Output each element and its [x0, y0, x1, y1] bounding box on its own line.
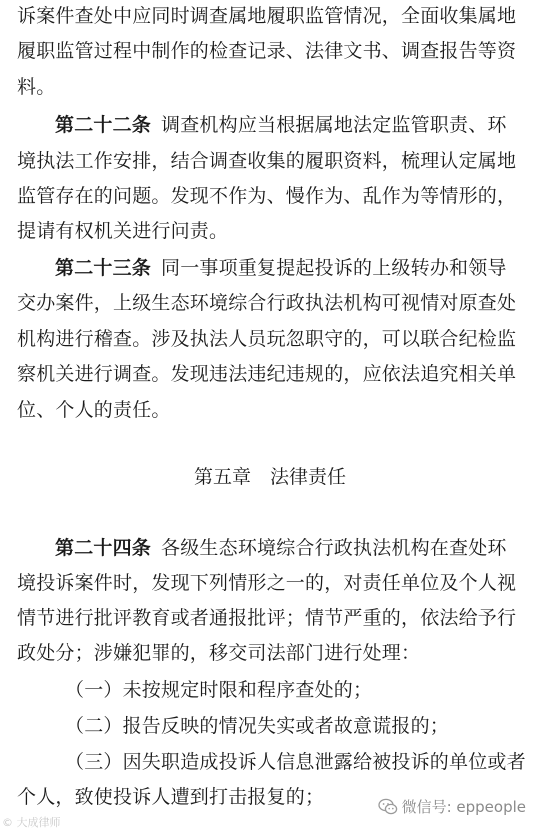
list-item: （二）报告反映的情况失实或者故意谎报的； — [65, 715, 450, 737]
text-line: 履职监管过程中制作的检查记录、法律文书、调查报告等资 — [17, 40, 517, 62]
text-line: 政处分；涉嫌犯罪的，移交司法部门进行处理： — [17, 642, 421, 664]
text-line: 机构进行稽查。涉及执法人员玩忽职守的，可以联合纪检监 — [17, 328, 517, 350]
article-number: 第二十三条 — [55, 257, 152, 279]
text-line: 个人，致使投诉人遭到打击报复的； — [17, 786, 325, 808]
list-item: （一）未按规定时限和程序查处的； — [65, 679, 373, 701]
watermark-text: 微信号: eppeople — [401, 798, 526, 816]
text-line: 提请有权机关进行问责。 — [17, 220, 229, 242]
article-24-first-line — [55, 535, 540, 561]
text-line: 同一事项重复提起投诉的上级转办和领导 — [161, 257, 507, 279]
text-line: 料。 — [17, 76, 56, 98]
article-23-first-line — [55, 255, 540, 281]
text-line: 察机关进行调查。发现违法违纪违规的，应依法追究相关单 — [17, 363, 517, 385]
list-item: （三）因失职造成投诉人信息泄露给被投诉的单位或者 — [65, 751, 526, 773]
article-number: 第二十二条 — [55, 114, 152, 136]
text-line: 监管存在的问题。发现不作为、慢作为、乱作为等情形的， — [17, 185, 517, 207]
text-line: 各级生态环境综合行政执法机构在查处环 — [161, 537, 507, 559]
text-line: 位、个人的责任。 — [17, 399, 171, 421]
text-line: 情节进行批评教育或者通报批评；情节严重的，依法给予行 — [17, 607, 517, 629]
watermark-left: © 大成律师 — [2, 816, 61, 829]
text-line: 境投诉案件时，发现下列情形之一的，对责任单位及个人视 — [17, 572, 517, 594]
text-line: 交办案件，上级生态环境综合行政执法机构可视情对原查处 — [17, 292, 517, 314]
watermark-right — [378, 796, 526, 817]
wechat-icon — [378, 798, 398, 816]
chapter-heading: 第五章 法律责任 — [193, 466, 346, 488]
article-number: 第二十四条 — [55, 537, 152, 559]
text-line: 调查机构应当根据属地法定监管职责、环 — [161, 114, 507, 136]
text-line: 境执法工作安排，结合调查收集的履职资料，梳理认定属地 — [17, 150, 517, 172]
article-22-first-line — [55, 112, 540, 138]
text-line: 诉案件查处中应同时调查属地履职监管情况，全面收集属地 — [17, 5, 517, 27]
